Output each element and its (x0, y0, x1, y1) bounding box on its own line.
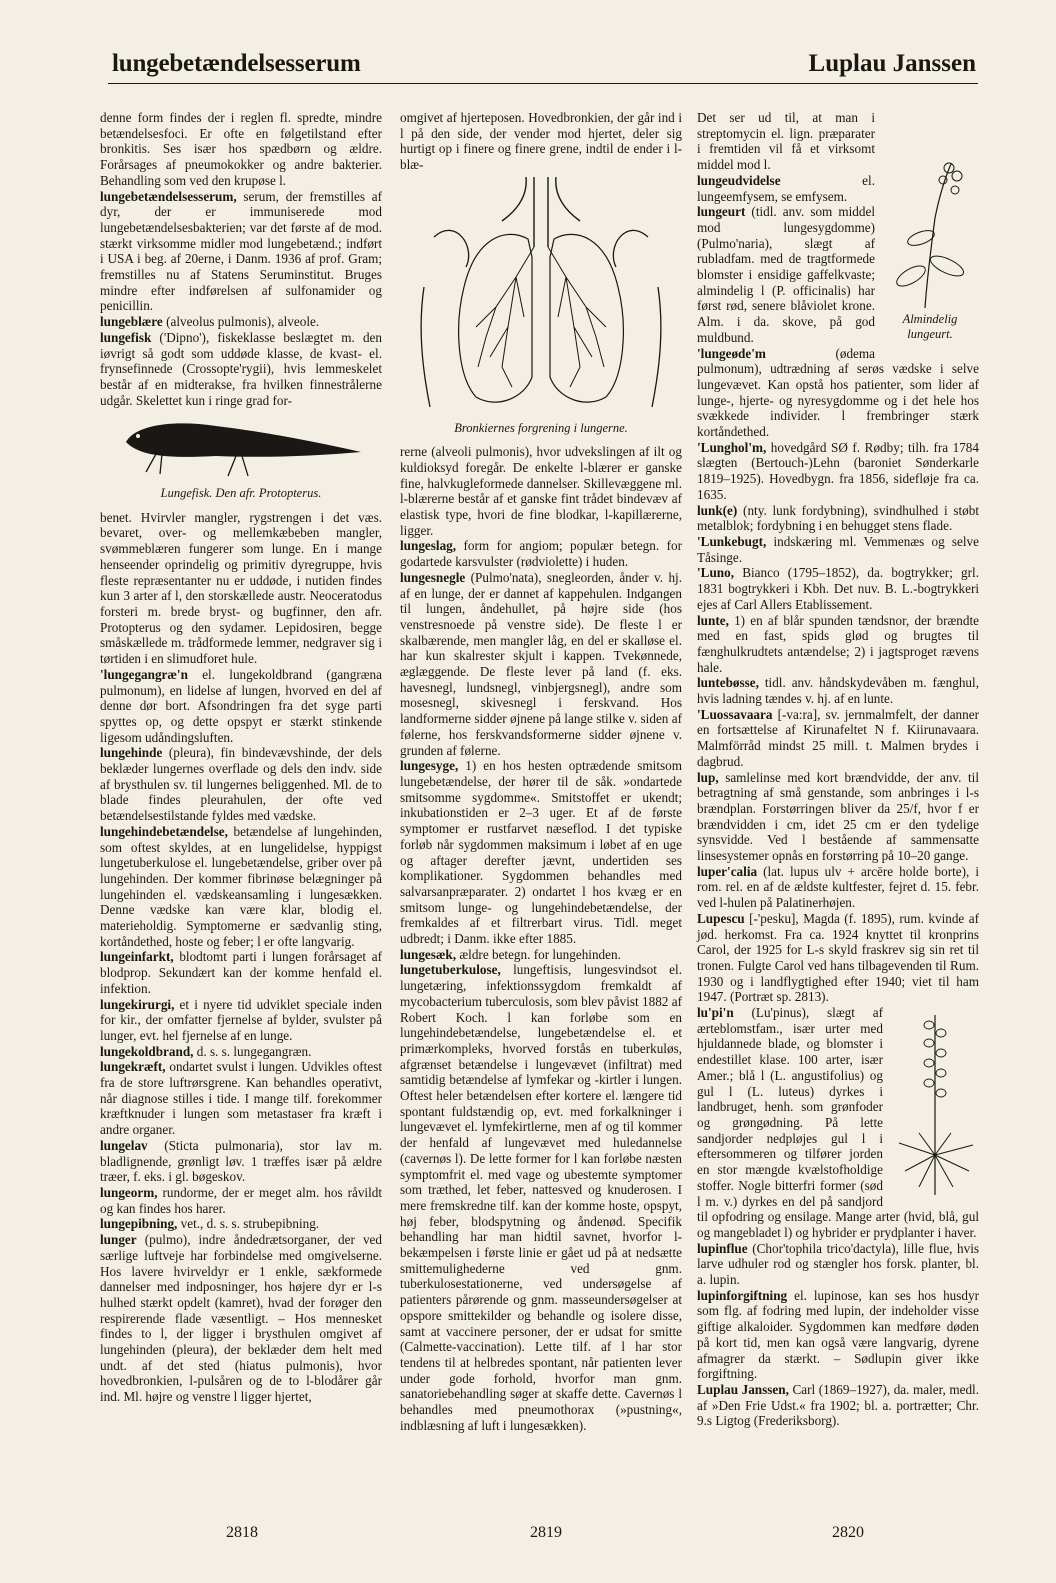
entry-text: (pulmo), indre åndedrætsorganer, der ved særlige luftveje har forbindelse med omgivelserne. Hos lavere hvirveldyr er 1 enkle, sækformede dannelser med indposninger, hos højere dyr er l-s hulhed stærkt opdelt (kamret), hvad der forøger den respirerende flade væsentligt. – Hos mennesket findes to l, der ligger i brysthulen omgivet af lungehinden (pleura), der beklæder dem helt med undt. af det sted (hiatus pulmonis), hvor hovedbronkien, l-pulsåren og de to l-blodårer går ind. Ml. højre og venstre l ligger hjertet, (100, 1232, 382, 1405)
dictionary-entry (697, 440, 979, 503)
entry-text: benet. Hvirvler mangler, rygstrengen i det væs. bevaret, over- og mellemkæbeben mangler, svømmeblæren fungerer som lunge. En i mange henseender oprindelig og primitiv dyregruppe, hvis fleste repræsentanter nu er uddøde, i nutiden findes kun 3 arter af l, den storskællede austr. Neoceratodus forsteri m. brede bryst- og bugfinner, den afr. Protopterus og den sydamer. Lepidosiren, begge småskællede m. trådformede lemmer, nedgraver sig i tørtiden i en slimudforet hule. (100, 509, 382, 667)
entry-text: vet., d. s. s. strubepibning. (177, 1216, 320, 1232)
entry-text: d. s. s. lungegangræn. (193, 1043, 312, 1059)
dictionary-entry (400, 110, 682, 173)
entry-headword: lunte, (697, 612, 729, 628)
entry-text: (nty. lunk fordybning), svindhulhed i støbt metalblok; fordybning i en behugget stens flade. (697, 502, 979, 534)
entry-headword: lungeblære (100, 314, 163, 330)
entry-headword: lungesnegle (400, 569, 466, 585)
dictionary-entry (100, 510, 382, 667)
entry-headword: lup, (697, 769, 719, 785)
entry-text: rerne (alveoli pulmonis), hvor udvekslingen af ilt og kuldioksyd foregår. De enkelte l-blærer er ganske fine, halvkugleformede dannelser. Skillevæggene ml. l-blærerne består af et ganske fint trådet bindevæv af elastisk type, hvori de fine blodkar, l-kapillærerne, ligger. (400, 444, 682, 538)
running-head-right: Luplau Janssen (808, 50, 976, 77)
header-rule (108, 83, 978, 84)
entry-headword: lungekræft, (100, 1059, 166, 1075)
entry-headword: 'lungeøde'm (697, 345, 766, 361)
entry-text: lungeftisis, lungesvindsot el. lungetæring, infektionssygdom fremkaldt af mycobacterium tuberculosis, som blev påvist 1882 af Robert Koch. l kan forløbe som en lungehindebetændelse, lungebetændelse el. et primærkompleks, hvorved forstås en tuberkuløs, afgrænset betændelse i lungevævet (infiltrat) med samtidig betændelse af lymfekar og -kirtler i lungen. Oftest heler betændelsen efter kortere el. længere tid spontant fuldstændig op, evt. med forkalkninger i lungevævet el. lymfekirtlerne, men af og til kommer der henfald af lungevævet med huledannelse (cavernøs l). De lette former for l kan forløbe næsten symptomfrit el. med vage og ubestemte symptomer som træthed, let feber, nattesved og knuderosen. I mere fremskredne tilf. kan der komme hoste, opspyt, høj feber, blodspytning og åndenød. Specifik behandling har man hidtil savnet, hvorfor l-bekæmpelsen i første linie er gået ud på at nedsætte smittemulighederne ved gnm. tuberkulosestationerne, ved undersøgelse af patienters pårørende og gnm. masseundersøgelser at opspore smittekilder og behandle og isolere disse, samt at vaccinere personer, der er udsat for smitte (Calmette-vaccination). Lette tilf. af l har stor tendens til at helbredes spontant, når patienten lever under gode forhold, hvorfor man gnm. sanatoriebehandling søger at skaffe dette. Cavernøs l behandles med pneumothorax (»pustning«, indblæsning af luft i lungesækken). (400, 962, 682, 1433)
entry-text: tidl. anv. håndskydevåben m. fænghul, hvis ladning tændes v. hj. af en lunte. (697, 675, 979, 707)
entry-headword: lungeinfarkt, (100, 949, 174, 965)
dictionary-entry (697, 613, 979, 676)
dictionary-entry (697, 1241, 979, 1288)
lungfish-illustration (116, 412, 366, 482)
dictionary-entry (100, 949, 382, 996)
column-2 (400, 110, 682, 1434)
entry-headword: lungekirurgi, (100, 996, 175, 1012)
entry-headword: lungelav (100, 1137, 148, 1153)
entry-text: (Chor'tophila trico'dactyla), lille flue, hvis larve udhuler rod og stængler hos forsk. planter, bl. a. lupin. (697, 1240, 979, 1288)
entry-headword: lungesyge, (400, 758, 459, 774)
entry-text: omgivet af hjerteposen. Hovedbronkien, der går ind i l på den side, der vender mod hjertet, deler sig hurtigt op i finere og finere grene, indtil de ender i l-blæ- (400, 110, 682, 173)
entry-headword: lupinflue (697, 1240, 748, 1256)
entry-text: 1) en af blår spunden tændsnor, der brændte med en fast, spids glød og brugtes til fænghulkrudtets antændelse; 2) i jagtsproget rævens hale. (697, 612, 979, 675)
entry-text: ældre betegn. for lungehinden. (456, 946, 621, 962)
entry-headword: lungeslag, (400, 538, 457, 554)
entries-col1-bottom (100, 510, 382, 1405)
entry-text: [-va:ra], sv. jernmalmfelt, der danner en fortsættelse af Kirunafeltet N f. Kiirunavaara. Malmförråd mindst 25 mill. t. Malmen brydes i dagbrud. (697, 706, 979, 769)
dictionary-entry (697, 534, 979, 565)
entry-text: samlelinse med kort brændvidde, der anv. til betragtning af små genstande, som anbringes i l-s brændplan. Forstørringen bliver da 25/f, hvor f er brændvidden i cm, idet 25 cm er den tydelige synsvidde. Ved l bestående af sammensatte linsesystemer opnås en forstørring på 10–20 gange. (697, 769, 979, 864)
dictionary-entry (400, 570, 682, 758)
bronchi-illustration (416, 177, 666, 417)
entry-headword: 'Lunkebugt, (697, 533, 767, 549)
entry-text: (Lu'pinus), slægt af ærteblomstfam., især urter med hjuldannede blade, og blomster i endestillet klase. 100 arter, især Amer.; blå l (L. angustifolius) og gul l (L. luteus) dyrkes i landbruget, henh. som grønfoder og grøngødning. På lette sandjorder nedpløjes gul l i eftersommeren og tilfører jorden en stor mængde kvælstofholdige stoffer. Nogle bitterfri former (sød l m. v.) dyrkes en del på sandjord til opfodring og ensilage. Mange arter (hvid, blå, gul og mangebladet l) og hybrider er prydplanter i haver. (697, 1005, 979, 1240)
entry-text: el. lungeemfysem, se emfysem. (697, 172, 875, 204)
entry-text: 1) en hos hesten optrædende smitsom lungebetændelse, der hører til de såk. »ondartede smitsomme sygdomme«. Smitstoffet er ukendt; inkubationstiden er 2–3 uger. Et af de første symptomer er rustfarvet næseflod. I det typiske forløb når sygdommen maksimum i løbet af en uge og aftager derefter jævnt, undertiden ses komplikationer. Sygdommen behandles med salvarsanpræparater. 2) ondartet l hos kvæg er en smitsom lunge- og lungehindebetændelse, der fremkaldes af et filtrerbart virus. Tidl. meget udbredt; i Danm. ikke efter 1885. (400, 758, 682, 947)
entry-headword: lunk(e) (697, 502, 738, 518)
lungwort-caption: Almindelig lungeurt. (902, 311, 958, 342)
entry-headword: 'Luno, (697, 565, 735, 581)
page-number-right: 2820 (832, 1524, 864, 1541)
entry-text: hovedgård SØ f. Rødby; tilh. fra 1784 slægten (Bertouch-)Lehn (baroniet Sønderkarle 1819–1925). Hovedbygn. fra 1856, sidefløje fra ca. 1635. (697, 439, 979, 502)
entry-headword: 'Lunghol'm, (697, 439, 767, 455)
entry-headword: Luplau Janssen, (697, 1381, 789, 1397)
entry-text: el. lungekoldbrand (gangræna pulmonum), en lidelse af lungen, hvorved en del af denne dør bort. Afsondringen fra det syge parti spyttes op, og dette opspyt er stærkt stinkende ligesom udåndingsluften. (100, 666, 382, 745)
entry-headword: 'Luossavaara (697, 706, 773, 722)
dictionary-entry (697, 1288, 979, 1382)
dictionary-entry (100, 1216, 382, 1232)
entry-headword: 'lungegangræ'n (100, 666, 188, 682)
entries-col2-top (400, 110, 682, 173)
dictionary-entry (400, 962, 682, 1433)
entry-headword: luntebøsse, (697, 675, 759, 691)
dictionary-entry (697, 1382, 979, 1429)
dictionary-entry (100, 1059, 382, 1138)
dictionary-entry (400, 538, 682, 569)
dictionary-entry (100, 314, 382, 330)
entry-text: serum, der fremstilles af dyr, der er immuniserede mod lungebetændelsesbakterien; var det første af de mod. stærkt virksomme midler mod lungebetænd.; indført i USA i beg. af 20erne, i Danm. 1936 af prof. Gram; fremstilles nu af Statens Seruminstitut. Bruges mindre efter indførelsen af sulfonamider og penicillin. (100, 188, 382, 314)
entry-text: indskæring ml. Vemmenæs og selve Tåsinge. (697, 533, 979, 565)
entry-text: Carl (1869–1927), da. maler, medl. af »Den Frie Udst.« fra 1902; bl. a. portrætter; Chr. 9.s Ligtog (Frederiksborg). (697, 1381, 980, 1429)
dictionary-entry (100, 745, 382, 824)
entry-text: betændelse af lungehinden, som oftest skyldes, at en lungelidelse, hyppigst lungetuberkulose el. lungebetændelse, griber over på lungehinden. Der kommer fibrinøse belægninger på lungehinden el. vædskeansamling i lungesækken. Denne vædske kan være klar, blodig el. materieholdig. Symptomerne er sædvanlig sting, kortåndethed, hoste og feber; l er ofte langvarig. (100, 823, 382, 949)
dictionary-entry (100, 824, 382, 950)
dictionary-entry (400, 758, 682, 946)
entry-headword: Lupescu (697, 910, 745, 926)
dictionary-entry (100, 1232, 382, 1405)
entry-text: (Pulmo'nata), snegleorden, ånder v. hj. af en lunge, der er dannet af kappehulen. Indgangen til lungen, åndehullet, på højre side (hos venstresnoede på venstre side). De fleste l er skalbærende, men mangler låg, en del er skalløse el. har kun skalrester skjult i kappen. Tvekønnede, æglæggende. De fleste lever på land (f. eks. havesnegl, lundsnegl, vinbjergsnegl), andre som mosesnegl, skivesnegl i ferskvand. Hos landformerne sidder øjnene på lange stilke v. siden af følerne, hos ferskvandsformerne sidder øjnene v. grunden af følerne. (400, 569, 682, 758)
dictionary-entry (100, 997, 382, 1044)
entry-text: (ødema pulmonum), udtrædning af serøs vædske i selve lungevævet. Kan opstå hos patienter, som lider af lunge-, hjerte- og nyresygdomme og i det hele hos svækkede individer. l frembringer stærk kortåndethed. (697, 345, 979, 440)
dictionary-entry (400, 947, 682, 963)
page-number-middle: 2819 (530, 1524, 562, 1541)
entries-col1-top (100, 110, 382, 408)
dictionary-entry (100, 667, 382, 746)
dictionary-entry (697, 864, 979, 911)
entry-headword: lungetuberkulose, (400, 962, 501, 978)
entry-headword: luper'calia (697, 863, 758, 879)
entry-text: (lat. lupus ulv + arcēre holde borte), i rom. rel. en af de ældste kultfester, fejret d. 15. febr. ved l-hulen på Palatinerhøjen. (697, 863, 979, 911)
lungfish-caption: Lungefisk. Den afr. Protopterus. (160, 486, 322, 501)
dictionary-entry (100, 330, 382, 409)
dictionary-entry (100, 1044, 382, 1060)
entry-headword: lungepibning, (100, 1216, 178, 1232)
entry-text: ('Dipno'), fiskeklasse beslægtet m. den iøvrigt så godt som uddøde klasse, de kvast- el. frynsefinnede (Crossopte'rygii), hvis lemmeskelet består af en midterakse, fra hvilken finnestrålerne udgår. Skelettet kun i ringe grad for- (100, 329, 382, 408)
entry-headword: lu'pi'n (697, 1005, 734, 1021)
entry-text: Det ser ud til, at man i streptomycin el. lign. præparater i fremtiden vil få et virksomt middel mod l. (697, 110, 875, 173)
running-head-left: lungebetændelsesserum (112, 50, 361, 77)
lungwort-figure (881, 158, 979, 343)
entry-headword: lungefisk (100, 329, 152, 345)
entry-headword: lunger (100, 1232, 137, 1248)
bronchi-figure (400, 177, 682, 436)
dictionary-entry (697, 911, 979, 1005)
dictionary-entry (100, 189, 382, 315)
entry-text: form for angiom; populær betegn. for godartede karsvulster (rødviolette) i huden. (400, 538, 682, 570)
entry-text: ondartet svulst i lungen. Udvikles oftest fra de store luftrørsgrene. Kan behandles operativt, når diagnose stilles i tide. I mange tilf. forekommer kræftknuder i lungen som metastaser fra kræft i andre organer. (100, 1059, 382, 1138)
entry-headword: lungehinde (100, 745, 163, 761)
entry-headword: lupinforgiftning (697, 1287, 788, 1303)
entry-headword: lungeorm, (100, 1185, 158, 1200)
entry-text: [-'pesku], Magda (f. 1895), rum. kvinde af jød. herkomst. Fra ca. 1924 knyttet til kronprins Carol, der 1925 for L-s skyld fraskrev sig sin ret til tronen. Fulgte Carol ved hans tilbagevenden til Rum. 1930 og i landflygtighed efter 1940; viet til ham 1947. (Portræt sp. 2813). (697, 910, 979, 1005)
dictionary-entry (697, 770, 979, 864)
dictionary-entry (697, 565, 979, 612)
entry-headword: lungehindebetændelse, (100, 823, 228, 839)
entry-text: (tidl. anv. som middel mod lungesygdomme) (Pulmo'naria), slægt af rubladfam. med de tragtformede blomster i ensidige gaffelkvaste; almindelig l (P. officinalis) har først rød, senere blåviolet krone. Alm. i da. skove, på god muldbund. (697, 204, 875, 345)
entry-text: (Sticta pulmonaria), stor lav m. bladlignende, grønligt løv. 1 træffes især på ældre træer, f. eks. i gl. bøgeskov. (100, 1137, 382, 1185)
dictionary-entry (697, 503, 979, 534)
entry-headword: lungeudvidelse (697, 172, 781, 188)
entry-text: (pleura), fin bindevævshinde, der dels beklæder lungernes overflade og dels den indv. side af brysthulen sv. til lungernes beliggenhed. Ml. de to blade findes pleurahulen, der ofte ved betændelsestilstande fyldes med vædske. (100, 745, 382, 824)
entry-headword: lungeurt (697, 204, 746, 220)
dictionary-entry (100, 1138, 382, 1185)
column-3 (697, 110, 979, 1429)
lupin-figure (889, 1005, 979, 1199)
entry-headword: lungekoldbrand, (100, 1043, 194, 1059)
dictionary-entry (697, 675, 979, 706)
dictionary-entry (100, 1185, 382, 1216)
page-number-left: 2818 (226, 1524, 258, 1541)
bronchi-caption: Bronkiernes forgrening i lungerne. (454, 420, 628, 435)
entry-headword: lungesæk, (400, 946, 457, 962)
entry-text: denne form findes der i reglen fl. spredte, mindre betændelsesfoci. Er ofte en følgetilstand efter bronkitis. Ses især hos spædbørn og ældre. Forårsages af pneumokokker og andre bakterier. Behandling som ved den krupøse l. (100, 110, 382, 188)
dictionary-entry (697, 707, 979, 770)
entries-col2-bottom (400, 444, 682, 1433)
lungwort-illustration (885, 158, 975, 308)
dictionary-entry (400, 444, 682, 538)
entry-headword: lungebetændelsesserum, (100, 188, 237, 204)
column-1 (100, 110, 382, 1405)
dictionary-entry (100, 110, 382, 189)
entry-text: rundorme, der er meget alm. hos råvildt og kan findes hos harer. (100, 1185, 382, 1216)
entry-text: et i nyere tid udviklet speciale inden for kir., der omfatter fjernelse af bylder, svulster på lunger, evt. hel fjernelse af en lunge. (100, 996, 382, 1043)
dictionary-entry (697, 346, 979, 440)
entry-text: blodtomt parti i lungen forårsaget af blodprop. Sekundært kan der komme henfald el. infektion. (100, 949, 382, 996)
lungfish-figure (100, 412, 382, 501)
entry-text: Bianco (1795–1852), da. bogtrykker; grl. 1831 bogtrykkeri i Kbh. Det nuv. B. L.-bogtrykkeri ejes af Carl Allers Etablissement. (697, 565, 979, 612)
lupin-illustration (891, 1005, 977, 1195)
entry-text: el. lupinose, kan ses hos husdyr som flg. af fodring med lupin, der indeholder visse giftige alkaloider. Sygdommen kan medføre døden på kort tid, men kan også være langvarig, dyrene afmagrer da stærkt. – Sødlupin giver ikke forgiftning. (697, 1287, 979, 1382)
entry-text: (alveolus pulmonis), alveole. (162, 314, 320, 330)
